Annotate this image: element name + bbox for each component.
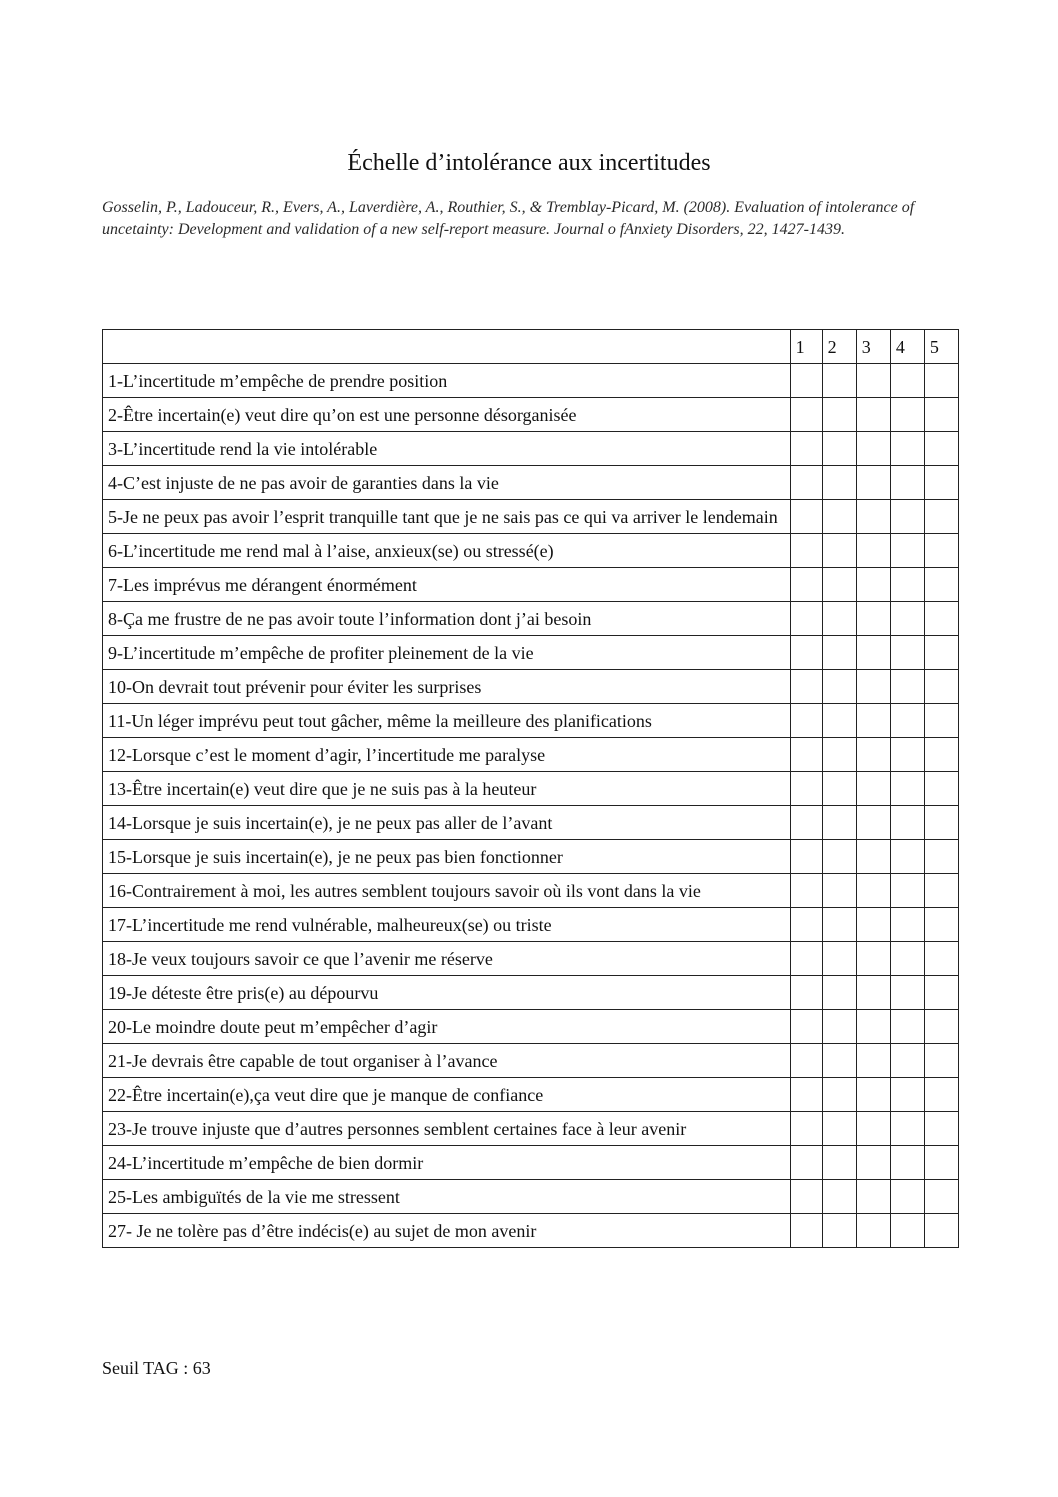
answer-cell-1[interactable] [790, 670, 822, 704]
answer-cell-5[interactable] [924, 500, 958, 534]
answer-cell-4[interactable] [890, 942, 924, 976]
item-text: 11-Un léger imprévu peut tout gâcher, même la meilleure des planifications [103, 704, 791, 738]
answer-cell-4[interactable] [890, 1214, 924, 1248]
table-row [103, 806, 959, 840]
answer-cell-3[interactable] [856, 466, 890, 500]
answer-cell-3[interactable] [856, 602, 890, 636]
answer-cell-5[interactable] [924, 806, 958, 840]
answer-cell-3[interactable] [856, 398, 890, 432]
answer-cell-2[interactable] [822, 534, 856, 568]
table-row [103, 1146, 959, 1180]
answer-cell-3[interactable] [856, 806, 890, 840]
answer-cell-3[interactable] [856, 1044, 890, 1078]
answer-cell-3[interactable] [856, 1180, 890, 1214]
answer-cell-2[interactable] [822, 466, 856, 500]
answer-cell-1[interactable] [790, 874, 822, 908]
answer-cell-2[interactable] [822, 602, 856, 636]
answer-cell-3[interactable] [856, 1214, 890, 1248]
table-row [103, 976, 959, 1010]
answer-cell-2[interactable] [822, 670, 856, 704]
answer-cell-2[interactable] [822, 500, 856, 534]
answer-cell-1[interactable] [790, 466, 822, 500]
table-row [103, 500, 959, 534]
answer-cell-5[interactable] [924, 772, 958, 806]
answer-cell-3[interactable] [856, 568, 890, 602]
answer-cell-4[interactable] [890, 976, 924, 1010]
item-text: 7-Les imprévus me dérangent énormément [103, 568, 791, 602]
answer-cell-1[interactable] [790, 1146, 822, 1180]
table-row [103, 432, 959, 466]
table-row [103, 568, 959, 602]
answer-cell-5[interactable] [924, 738, 958, 772]
answer-cell-4[interactable] [890, 1044, 924, 1078]
answer-cell-2[interactable] [822, 908, 856, 942]
answer-cell-3[interactable] [856, 874, 890, 908]
answer-cell-4[interactable] [890, 670, 924, 704]
item-text: 6-L’incertitude me rend mal à l’aise, anxieux(se) ou stressé(e) [103, 534, 791, 568]
answer-cell-4[interactable] [890, 466, 924, 500]
answer-cell-4[interactable] [890, 874, 924, 908]
answer-cell-1[interactable] [790, 1214, 822, 1248]
answer-cell-2[interactable] [822, 942, 856, 976]
answer-cell-3[interactable] [856, 1112, 890, 1146]
answer-cell-2[interactable] [822, 432, 856, 466]
table-row [103, 636, 959, 670]
answer-cell-4[interactable] [890, 840, 924, 874]
answer-cell-3[interactable] [856, 704, 890, 738]
answer-cell-5[interactable] [924, 398, 958, 432]
answer-cell-1[interactable] [790, 704, 822, 738]
answer-cell-4[interactable] [890, 908, 924, 942]
answer-cell-5[interactable] [924, 874, 958, 908]
answer-cell-5[interactable] [924, 976, 958, 1010]
scale-header-5: 5 [924, 330, 958, 364]
answer-cell-2[interactable] [822, 364, 856, 398]
answer-cell-2[interactable] [822, 704, 856, 738]
answer-cell-5[interactable] [924, 1078, 958, 1112]
scale-header-4: 4 [890, 330, 924, 364]
item-text: 1-L’incertitude m’empêche de prendre position [103, 364, 791, 398]
answer-cell-3[interactable] [856, 534, 890, 568]
answer-cell-4[interactable] [890, 704, 924, 738]
answer-cell-5[interactable] [924, 534, 958, 568]
answer-cell-1[interactable] [790, 500, 822, 534]
answer-cell-2[interactable] [822, 976, 856, 1010]
citation: Gosselin, P., Ladouceur, R., Evers, A., Laverdière, A., Routhier, S., & Tremblay-Picard, M. (2008). Evaluation of intolerance of uncetainty: Development and validation of a new self-report measure. Journal o fAnxiety Disorders, 22, 1427-1439. [102, 199, 915, 238]
table-row [103, 772, 959, 806]
item-text: 24-L’incertitude m’empêche de bien dormir [103, 1146, 791, 1180]
answer-cell-3[interactable] [856, 1146, 890, 1180]
answer-cell-2[interactable] [822, 1044, 856, 1078]
table-header-row [103, 330, 959, 364]
item-text: 22-Être incertain(e),ça veut dire que je manque de confiance [103, 1078, 791, 1112]
item-text: 5-Je ne peux pas avoir l’esprit tranquille tant que je ne sais pas ce qui va arriver le lendemain [103, 500, 791, 534]
questionnaire-table [102, 329, 959, 1248]
answer-cell-1[interactable] [790, 1044, 822, 1078]
table-row [103, 908, 959, 942]
answer-cell-5[interactable] [924, 466, 958, 500]
answer-cell-3[interactable] [856, 1010, 890, 1044]
answer-cell-5[interactable] [924, 1214, 958, 1248]
answer-cell-2[interactable] [822, 1010, 856, 1044]
item-text: 8-Ça me frustre de ne pas avoir toute l’information dont j’ai besoin [103, 602, 791, 636]
table-row [103, 1180, 959, 1214]
table-row [103, 1214, 959, 1248]
item-text: 18-Je veux toujours savoir ce que l’avenir me réserve [103, 942, 791, 976]
answer-cell-4[interactable] [890, 432, 924, 466]
answer-cell-1[interactable] [790, 1078, 822, 1112]
answer-cell-2[interactable] [822, 568, 856, 602]
answer-cell-1[interactable] [790, 772, 822, 806]
table-row [103, 1010, 959, 1044]
answer-cell-1[interactable] [790, 976, 822, 1010]
threshold-note: Seuil TAG : 63 [102, 1358, 211, 1378]
item-text: 23-Je trouve injuste que d’autres personnes semblent certaines face à leur avenir [103, 1112, 791, 1146]
answer-cell-5[interactable] [924, 942, 958, 976]
answer-cell-3[interactable] [856, 1078, 890, 1112]
answer-cell-3[interactable] [856, 670, 890, 704]
answer-cell-2[interactable] [822, 1214, 856, 1248]
answer-cell-1[interactable] [790, 568, 822, 602]
answer-cell-3[interactable] [856, 908, 890, 942]
answer-cell-5[interactable] [924, 364, 958, 398]
item-text: 25-Les ambiguïtés de la vie me stressent [103, 1180, 791, 1214]
page-title: Échelle d’intolérance aux incertitudes [347, 150, 711, 176]
item-text: 14-Lorsque je suis incertain(e), je ne peux pas aller de l’avant [103, 806, 791, 840]
answer-cell-2[interactable] [822, 398, 856, 432]
item-text: 4-C’est injuste de ne pas avoir de garanties dans la vie [103, 466, 791, 500]
table-row [103, 602, 959, 636]
answer-cell-3[interactable] [856, 364, 890, 398]
answer-cell-5[interactable] [924, 602, 958, 636]
answer-cell-2[interactable] [822, 1180, 856, 1214]
item-text: 21-Je devrais être capable de tout organiser à l’avance [103, 1044, 791, 1078]
table-body [103, 330, 959, 1248]
table-row [103, 704, 959, 738]
answer-cell-1[interactable] [790, 806, 822, 840]
answer-cell-2[interactable] [822, 1078, 856, 1112]
answer-cell-1[interactable] [790, 398, 822, 432]
answer-cell-1[interactable] [790, 432, 822, 466]
item-text: 12-Lorsque c’est le moment d’agir, l’incertitude me paralyse [103, 738, 791, 772]
answer-cell-3[interactable] [856, 500, 890, 534]
item-text: 2-Être incertain(e) veut dire qu’on est une personne désorganisée [103, 398, 791, 432]
answer-cell-4[interactable] [890, 772, 924, 806]
item-text: 16-Contrairement à moi, les autres semblent toujours savoir où ils vont dans la vie [103, 874, 791, 908]
answer-cell-3[interactable] [856, 636, 890, 670]
item-text: 19-Je déteste être pris(e) au dépourvu [103, 976, 791, 1010]
answer-cell-5[interactable] [924, 1180, 958, 1214]
answer-cell-4[interactable] [890, 398, 924, 432]
answer-cell-2[interactable] [822, 738, 856, 772]
item-text: 20-Le moindre doute peut m’empêcher d’agir [103, 1010, 791, 1044]
table-row [103, 840, 959, 874]
scale-header-3: 3 [856, 330, 890, 364]
answer-cell-1[interactable] [790, 364, 822, 398]
answer-cell-3[interactable] [856, 432, 890, 466]
answer-cell-5[interactable] [924, 840, 958, 874]
table-row [103, 874, 959, 908]
answer-cell-1[interactable] [790, 534, 822, 568]
table-row [103, 534, 959, 568]
answer-cell-4[interactable] [890, 568, 924, 602]
table-row [103, 670, 959, 704]
answer-cell-1[interactable] [790, 738, 822, 772]
answer-cell-5[interactable] [924, 908, 958, 942]
answer-cell-4[interactable] [890, 602, 924, 636]
answer-cell-5[interactable] [924, 704, 958, 738]
item-text: 27- Je ne tolère pas d’être indécis(e) au sujet de mon avenir [103, 1214, 791, 1248]
answer-cell-4[interactable] [890, 1146, 924, 1180]
answer-cell-4[interactable] [890, 738, 924, 772]
table-row [103, 364, 959, 398]
answer-cell-2[interactable] [822, 772, 856, 806]
answer-cell-1[interactable] [790, 1112, 822, 1146]
answer-cell-2[interactable] [822, 806, 856, 840]
answer-cell-4[interactable] [890, 1112, 924, 1146]
answer-cell-4[interactable] [890, 1078, 924, 1112]
answer-cell-2[interactable] [822, 874, 856, 908]
answer-cell-5[interactable] [924, 670, 958, 704]
table-row [103, 1112, 959, 1146]
answer-cell-3[interactable] [856, 738, 890, 772]
header-item-cell [103, 330, 791, 364]
answer-cell-2[interactable] [822, 840, 856, 874]
item-text: 3-L’incertitude rend la vie intolérable [103, 432, 791, 466]
answer-cell-1[interactable] [790, 1180, 822, 1214]
answer-cell-5[interactable] [924, 636, 958, 670]
table-row [103, 1078, 959, 1112]
answer-cell-4[interactable] [890, 636, 924, 670]
answer-cell-5[interactable] [924, 1112, 958, 1146]
answer-cell-3[interactable] [856, 772, 890, 806]
answer-cell-5[interactable] [924, 1044, 958, 1078]
answer-cell-2[interactable] [822, 1146, 856, 1180]
answer-cell-2[interactable] [822, 636, 856, 670]
table-row [103, 738, 959, 772]
answer-cell-4[interactable] [890, 1010, 924, 1044]
answer-cell-5[interactable] [924, 1010, 958, 1044]
answer-cell-1[interactable] [790, 908, 822, 942]
scale-header-1: 1 [790, 330, 822, 364]
answer-cell-4[interactable] [890, 534, 924, 568]
answer-cell-1[interactable] [790, 602, 822, 636]
table-row [103, 466, 959, 500]
answer-cell-1[interactable] [790, 840, 822, 874]
item-text: 9-L’incertitude m’empêche de profiter pleinement de la vie [103, 636, 791, 670]
answer-cell-5[interactable] [924, 568, 958, 602]
item-text: 10-On devrait tout prévenir pour éviter les surprises [103, 670, 791, 704]
scale-header-2: 2 [822, 330, 856, 364]
answer-cell-4[interactable] [890, 806, 924, 840]
answer-cell-3[interactable] [856, 942, 890, 976]
answer-cell-4[interactable] [890, 500, 924, 534]
answer-cell-4[interactable] [890, 364, 924, 398]
item-text: 13-Être incertain(e) veut dire que je ne suis pas à la heuteur [103, 772, 791, 806]
answer-cell-5[interactable] [924, 1146, 958, 1180]
answer-cell-1[interactable] [790, 1010, 822, 1044]
item-text: 15-Lorsque je suis incertain(e), je ne peux pas bien fonctionner [103, 840, 791, 874]
table-row [103, 398, 959, 432]
answer-cell-2[interactable] [822, 1112, 856, 1146]
answer-cell-1[interactable] [790, 942, 822, 976]
answer-cell-5[interactable] [924, 432, 958, 466]
answer-cell-4[interactable] [890, 1180, 924, 1214]
answer-cell-3[interactable] [856, 976, 890, 1010]
answer-cell-3[interactable] [856, 840, 890, 874]
item-text: 17-L’incertitude me rend vulnérable, malheureux(se) ou triste [103, 908, 791, 942]
answer-cell-1[interactable] [790, 636, 822, 670]
table-row [103, 1044, 959, 1078]
table-row [103, 942, 959, 976]
